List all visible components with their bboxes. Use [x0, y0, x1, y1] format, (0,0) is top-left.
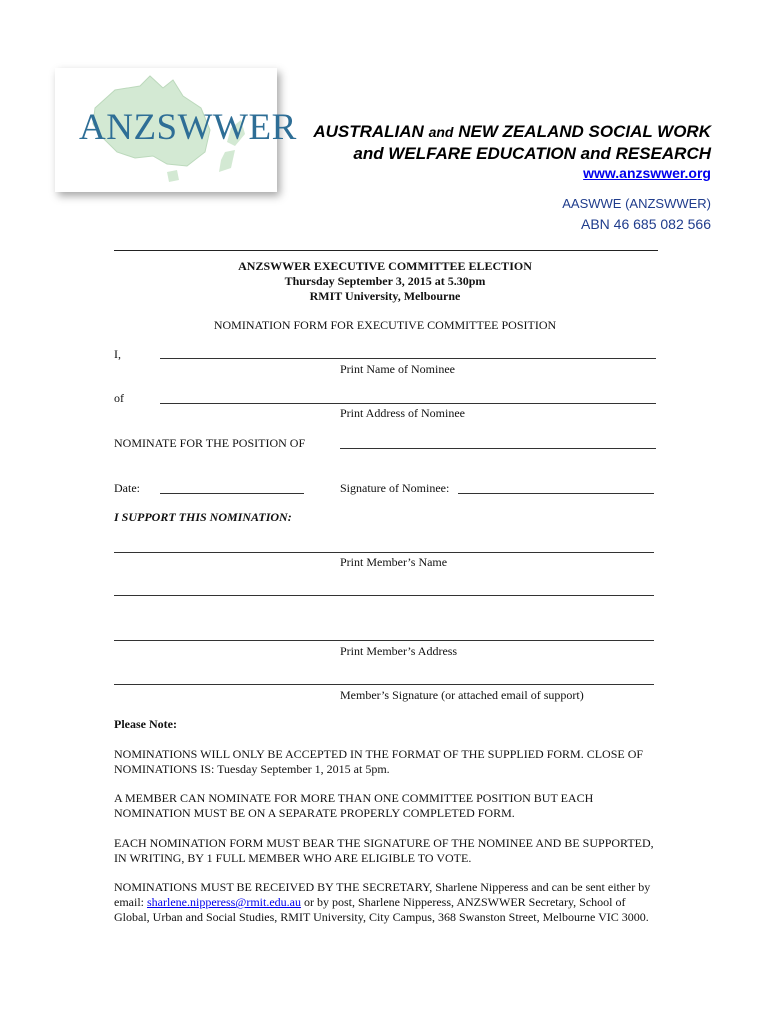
election-title: ANZSWWER EXECUTIVE COMMITTEE ELECTION	[238, 259, 532, 273]
website-link[interactable]: www.anzswwer.org	[583, 165, 711, 181]
note-paragraph-2: A MEMBER CAN NOMINATE FOR MORE THAN ONE COMMITTEE POSITION BUT EACH NOMINATION MUST BE ON A SEPARATE PROPERLY COMPLETED FORM.	[114, 791, 594, 820]
title-part-2: NEW ZEALAND SOCIAL WORK	[458, 122, 711, 141]
position-field[interactable]	[340, 448, 656, 449]
member-address-field-1[interactable]	[114, 595, 654, 596]
nominee-address-field[interactable]	[160, 403, 656, 404]
election-venue: RMIT University, Melbourne	[309, 289, 461, 303]
election-date: Thursday September 3, 2015 at 5.30pm	[284, 274, 486, 288]
note-paragraph-3: EACH NOMINATION FORM MUST BEAR THE SIGNATURE OF THE NOMINEE AND BE SUPPORTED, IN WRITING, BY 1 FULL MEMBER WHO ARE ELIGIBLE TO VOTE.	[114, 836, 654, 865]
logo-text: ANZSWWER	[79, 107, 297, 148]
member-address-field-2[interactable]	[114, 640, 654, 641]
i-label: I,	[114, 347, 121, 361]
member-address-caption: Print Member’s Address	[340, 644, 458, 658]
header-divider	[114, 250, 658, 251]
note-4-text-after: or by post, Sharlene Nipperess, ANZSWWER Secretary, School of Global, Urban and Social Studies, RMIT University, City Campus, 368 Swanston Street, Melbourne VIC 3000.	[114, 895, 649, 924]
organization-title	[313, 121, 711, 164]
anzswwer-logo	[55, 68, 297, 192]
nominee-address-caption: Print Address of Nominee	[340, 406, 465, 420]
form-title: NOMINATION FORM FOR EXECUTIVE COMMITTEE POSITION	[213, 318, 557, 332]
support-heading: I SUPPORT THIS NOMINATION:	[114, 510, 292, 524]
abn-number: ABN 46 685 082 566	[581, 216, 711, 232]
nominate-position-label: NOMINATE FOR THE POSITION OF	[114, 436, 306, 450]
member-name-field[interactable]	[114, 552, 654, 553]
nominee-signature-field[interactable]	[458, 493, 654, 494]
date-label: Date:	[114, 481, 140, 495]
note-paragraph-4	[114, 880, 662, 925]
title-line-2: and WELFARE EDUCATION and RESEARCH	[353, 144, 711, 163]
secretary-email-link[interactable]: sharlene.nipperess@rmit.edu.au	[147, 895, 302, 909]
nominee-name-caption: Print Name of Nominee	[340, 362, 455, 376]
title-part-1: AUSTRALIAN	[313, 122, 424, 141]
date-field[interactable]	[160, 493, 304, 494]
aaswwe-label: AASWWE (ANZSWWER)	[562, 196, 711, 211]
note-paragraph-1: NOMINATIONS WILL ONLY BE ACCEPTED IN THE FORMAT OF THE SUPPLIED FORM. CLOSE OF NOMINATIONS IS: Tuesday September 1, 2015 at 5pm.	[114, 747, 644, 776]
member-name-caption: Print Member’s Name	[340, 555, 448, 569]
nominee-name-field[interactable]	[160, 358, 656, 359]
of-label: of	[114, 391, 124, 405]
please-note-heading: Please Note:	[114, 717, 177, 731]
title-and: and	[428, 124, 454, 140]
member-signature-caption: Member’s Signature (or attached email of support)	[340, 688, 584, 702]
note-4-text-before: NOMINATIONS MUST BE RECEIVED BY THE SECRETARY, Sharlene Nipperess and can be sent either by email:	[114, 880, 651, 909]
member-signature-field[interactable]	[114, 684, 654, 685]
nominee-signature-label: Signature of Nominee:	[340, 481, 450, 495]
